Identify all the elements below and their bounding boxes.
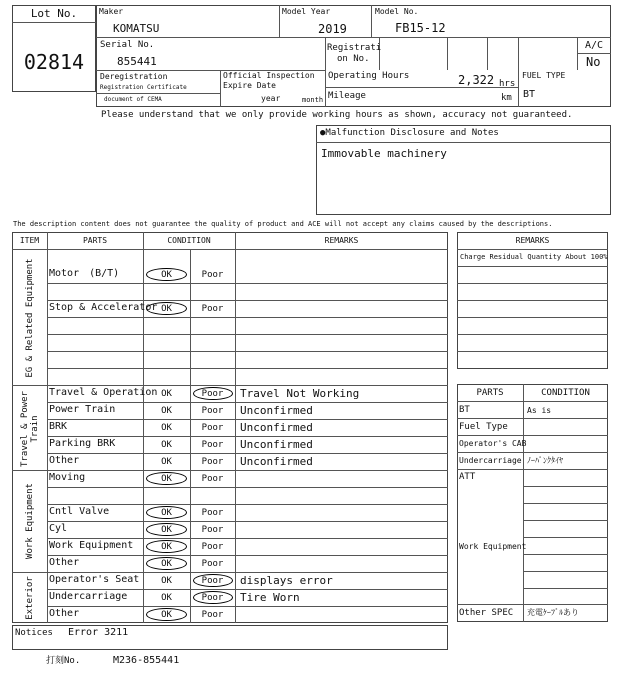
poor-option: Poor [201,389,224,399]
operator-cab-label: Operator's CAB [459,439,527,448]
group-exterior-label: Exterior [25,576,35,620]
row-part: Other [49,557,80,568]
hrs-unit: hrs [499,79,516,89]
inspection-label: Official Inspection [223,71,315,80]
poor-option: Poor [201,440,224,450]
serial-value: 855441 [117,55,157,68]
row-part: Other [49,608,80,619]
ok-option: OK [161,304,172,314]
poor-selected-circle [193,574,233,587]
att-label: ATT [459,472,476,482]
cema-label: document of CEMA [104,96,162,103]
fuel-type-value: BT [523,89,536,100]
ok-option: OK [161,576,172,586]
right-remarks-title: REMARKS [515,236,550,245]
undercarriage-label: Undercarriage [459,456,522,465]
poor-option: Poor [201,406,224,416]
poor-option: Poor [201,593,224,603]
registration-certificate-label: Registration Certificate [100,84,187,91]
deregistration-label: Deregistration [100,72,168,81]
row-part: Operator's Seat [49,574,140,585]
row-remark: Unconfirmed [240,438,313,451]
lot-number: 02814 [23,50,85,74]
ok-selected-circle [146,557,187,570]
malfunction-box [316,125,611,215]
undercarriage-value: ﾉｰﾊﾟﾝｸﾀｲﾔ [527,456,563,465]
row-remark: Unconfirmed [240,455,313,468]
ok-option: OK [161,559,172,569]
row-remark: Unconfirmed [240,404,313,417]
work-equipment-label: Work Equipment [459,542,527,551]
row-part: Motor (B/T) [49,268,120,279]
right-remarks-line1: Charge Residual Quantity About 100% [460,253,608,261]
ok-option: OK [161,270,172,280]
group-eg-label: EG & Related Equipment [25,258,35,378]
registration-label-2: on No. [337,54,370,64]
bt-value: As is [527,406,552,415]
row-part: Other [49,455,80,466]
model-year-label: Model Year [282,7,331,16]
poor-option: Poor [201,576,224,586]
group-work-label: Work Equipment [25,483,35,559]
disclaimer: The description content does not guarantee the quality of product and ACE will not accept any claims caused by the descriptions. [13,220,553,228]
stamp-label: 打刻No. [46,656,81,666]
condition-header: CONDITION [167,236,211,245]
group-travel-label: Travel & Power Train [20,391,40,467]
poor-option: Poor [201,270,224,280]
month-label: month [302,96,324,104]
ok-option: OK [161,593,172,603]
ok-selected-circle [146,472,187,485]
ok-option: OK [161,389,172,399]
malfunction-text: Immovable machinery [321,147,447,160]
poor-option: Poor [201,542,224,552]
row-part: Travel & Operation [49,387,158,398]
row-part: Cyl [49,523,68,534]
item-header: ITEM [19,236,40,245]
ok-option: OK [161,508,172,518]
poor-option: Poor [201,304,224,314]
ok-selected-circle [146,540,187,553]
model-no-value: FB15-12 [395,21,446,35]
ok-option: OK [161,542,172,552]
model-no-label: Model No. [375,7,419,16]
registration-label: Registrati [327,43,382,53]
mileage-label: Mileage [328,91,366,101]
row-part: Work Equipment [49,540,134,551]
poor-option: Poor [201,508,224,518]
row-part: Moving [49,472,86,483]
poor-option: Poor [201,474,224,484]
row-part: Power Train [49,404,116,415]
ok-option: OK [161,525,172,535]
row-part: Cntl Valve [49,506,110,517]
remarks-header: REMARKS [324,236,359,245]
poor-option: Poor [201,457,224,467]
fuel-type-row-label: Fuel Type [459,422,508,432]
parts-header: PARTS [82,236,108,245]
ok-option: OK [161,610,172,620]
maker-label: Maker [99,7,124,16]
other-spec-value: 充電ｹｰﾌﾞﾙあり [527,608,579,617]
hours-notice: Please understand that we only provide working hours as shown, accuracy not guaranteed. [101,110,573,120]
ok-option: OK [161,423,172,433]
malfunction-title: ●Malfunction Disclosure and Notes [320,128,499,138]
serial-label: Serial No. [100,40,155,50]
lot-label: Lot No. [30,7,78,20]
km-unit: km [501,93,512,103]
model-year-value: 2019 [318,22,347,36]
ok-selected-circle [146,523,187,536]
right-parts-header: PARTS [476,388,504,398]
row-remark: Unconfirmed [240,421,313,434]
fuel-type-label: FUEL TYPE [522,71,566,80]
poor-selected-circle [193,591,233,604]
poor-selected-circle [193,387,233,400]
ok-option: OK [161,440,172,450]
ok-selected-circle [146,268,187,281]
operating-hours-value: 2,322 [458,73,495,87]
ac-value: No [586,55,601,69]
row-remark: displays error [240,574,333,587]
row-part: Stop & Accelerator [49,302,158,313]
ac-label: A/C [585,40,604,51]
bt-label: BT [459,405,470,415]
poor-option: Poor [201,610,224,620]
other-spec-label: Other SPEC [459,608,514,618]
maker-value: KOMATSU [113,22,160,35]
row-remark: Travel Not Working [240,387,360,400]
right-condition-header: CONDITION [541,388,590,398]
ok-option: OK [161,457,172,467]
notices-label: Notices [15,628,53,638]
stamp-value: M236-855441 [113,655,180,666]
year-label: year [261,94,281,103]
row-part: BRK [49,421,68,432]
ok-selected-circle [146,302,187,315]
poor-option: Poor [201,525,224,535]
poor-option: Poor [201,559,224,569]
ok-selected-circle [146,608,187,621]
operating-hours-label: Operating Hours [328,71,410,81]
row-part: Undercarriage [49,591,128,602]
ok-selected-circle [146,506,187,519]
poor-option: Poor [201,423,224,433]
ok-option: OK [161,406,172,416]
row-remark: Tire Worn [240,591,300,604]
notices-value: Error 3211 [68,627,129,638]
ok-option: OK [161,474,172,484]
row-part: Parking BRK [49,438,116,449]
inspection-label-2: Expire Date [223,81,276,90]
